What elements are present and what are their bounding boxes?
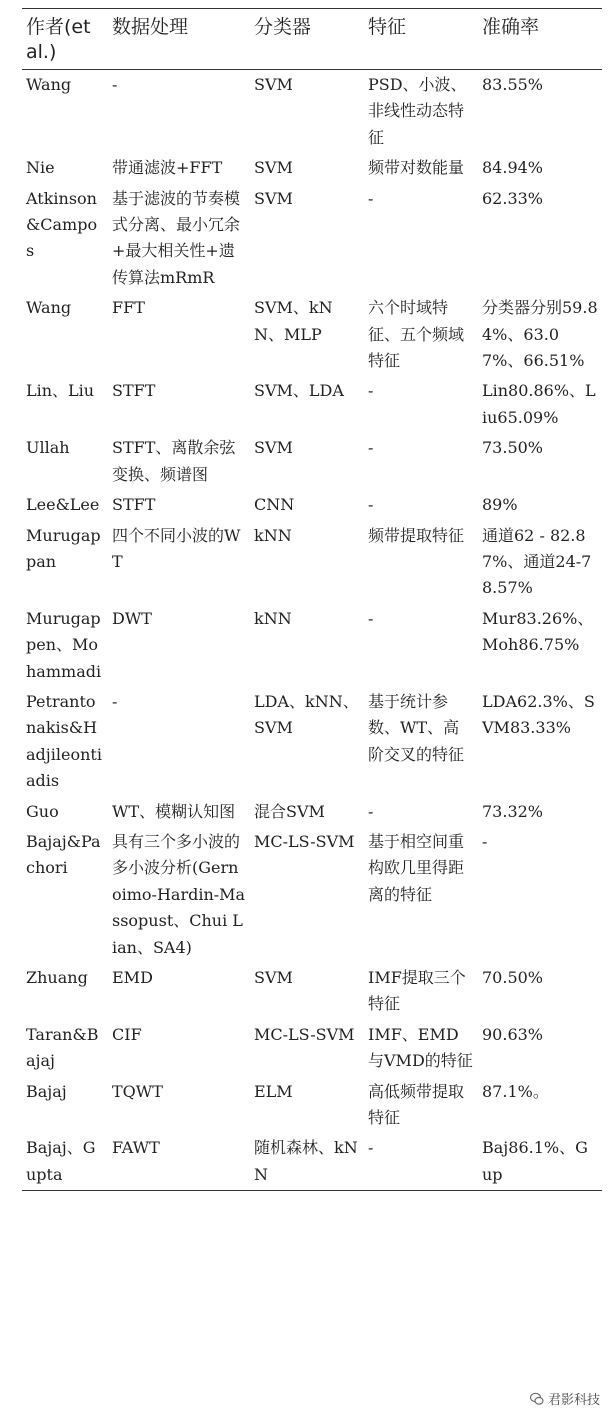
table-row [22,797,602,827]
cell-processing: - [112,691,118,711]
table-row [22,376,602,433]
table-row [22,490,602,520]
cell-author: Lee&Lee [26,495,100,515]
cell-accuracy: 84.94% [482,158,544,178]
watermark-text: 君影科技 [547,1393,600,1408]
header-author: 作者(et al.) [26,16,91,63]
cell-features: - [368,188,374,208]
cell-classifier: 随机森林、kNN [254,1138,358,1184]
cell-accuracy: 73.50% [482,438,544,458]
cell-processing: CIF [112,1024,142,1044]
cell-features: 频带提取特征 [368,525,465,545]
cell-processing: 基于滤波的节奏模式分离、最小冗余+最大相关性+遗传算法mRmR [112,188,241,287]
cell-author: Murugappen、Mohammadi [26,608,102,681]
cell-features: 基于相空间重构欧几里得距离的特征 [368,831,465,904]
cell-accuracy: 83.55% [482,75,544,94]
cell-classifier: SVM [254,75,293,94]
table-container [22,8,602,1191]
table-row [22,1077,602,1134]
header-features: 特征 [368,16,407,38]
cell-features: 六个时域特征、五个频域特征 [368,298,465,371]
cell-author: Bajaj、Gupta [26,1138,96,1184]
cell-classifier: MC-LS-SVM [254,1024,355,1044]
cell-classifier: SVM、kNN、MLP [254,298,333,344]
cell-processing: STFT [112,495,156,515]
cell-accuracy: - [482,831,488,851]
cell-processing: FAWT [112,1138,160,1158]
cell-accuracy: 73.32% [482,801,544,821]
cell-accuracy: 89% [482,495,518,515]
table-row [22,521,602,604]
cell-author: Bajaj&Pachori [26,831,101,878]
cell-features: - [368,495,374,515]
cell-features: PSD、小波、非线性动态特征 [368,75,467,147]
watermark [528,1389,602,1408]
cell-processing: STFT、离散余弦变换、频谱图 [112,438,236,484]
cell-author: Ullah [26,438,70,458]
table-row [22,70,602,154]
cell-classifier: SVM [254,158,293,178]
cell-features: 基于统计参数、WT、高阶交叉的特征 [368,691,465,764]
cell-author: Murugappan [26,525,101,571]
comparison-table [22,8,602,1191]
cell-classifier: kNN [254,525,292,545]
cell-processing: 带通滤波+FFT [112,158,223,178]
cell-classifier: CNN [254,495,295,515]
cell-classifier: SVM [254,968,293,987]
cell-processing: FFT [112,298,145,318]
cell-author: Atkinson&Campos [26,188,98,261]
cell-accuracy: LDA62.3%、SVM83.33% [482,691,595,738]
cell-accuracy: 87.1%。 [482,1081,549,1101]
cell-processing: 四个不同小波的WT [112,525,241,571]
header-accuracy: 准确率 [482,16,540,38]
table-row [22,963,602,1020]
cell-processing: DWT [112,608,152,628]
table-row [22,687,602,797]
cell-features: - [368,381,374,401]
wechat-icon [530,1392,544,1406]
cell-author: Bajaj [26,1081,67,1101]
table-row [22,1133,602,1190]
cell-author: Wang [26,75,72,94]
cell-features: 频带对数能量 [368,158,465,178]
cell-processing: WT、模糊认知图 [112,801,236,821]
table-row [22,827,602,963]
cell-accuracy: 通道62 - 82.87%、通道24-78.57% [482,525,592,598]
cell-classifier: MC-LS-SVM [254,831,355,851]
cell-classifier: SVM [254,188,293,208]
cell-classifier: 混合SVM [254,801,325,821]
cell-features: - [368,608,374,628]
cell-processing: 具有三个多小波的多小波分析(Gernoimo-Hardin-Massopust、Chui Lian、SA4) [112,831,246,957]
cell-author: Guo [26,801,59,821]
cell-processing: - [112,75,118,94]
cell-classifier: ELM [254,1081,293,1101]
cell-classifier: SVM [254,438,293,458]
table-row [22,184,602,294]
cell-author: Petrantonakis&Hadjileontiadis [26,691,102,791]
table-row [22,433,602,490]
table-body [22,70,602,1191]
cell-accuracy: Lin80.86%、Liu65.09% [482,381,596,427]
cell-author: Zhuang [26,968,88,987]
cell-processing: STFT [112,381,156,401]
table-row [22,1020,602,1077]
cell-accuracy: Mur83.26%、Moh86.75% [482,608,594,655]
header-classifier: 分类器 [254,16,312,38]
cell-classifier: LDA、kNN、SVM [254,691,359,738]
cell-classifier: SVM、LDA [254,381,344,401]
cell-features: - [368,1138,374,1158]
cell-features: 高低频带提取特征 [368,1081,465,1128]
header-processing: 数据处理 [112,16,189,38]
cell-features: IMF提取三个特征 [368,968,466,1014]
cell-author: Lin、Liu [26,381,95,401]
cell-accuracy: 分类器分别59.84%、63.07%、66.51% [482,298,598,371]
table-row [22,604,602,687]
cell-accuracy: 90.63% [482,1024,544,1044]
cell-features: - [368,438,374,458]
table-row [22,153,602,183]
cell-features: IMF、EMD与VMD的特征 [368,1024,473,1071]
table-row [22,293,602,376]
cell-features: - [368,801,374,821]
cell-author: Taran&Bajaj [26,1024,99,1071]
cell-accuracy: Baj86.1%、Gup [482,1138,588,1184]
table-header-row [22,9,602,70]
cell-accuracy: 70.50% [482,968,544,987]
cell-processing: EMD [112,968,153,987]
cell-processing: TQWT [112,1081,163,1101]
cell-accuracy: 62.33% [482,188,544,208]
cell-author: Wang [26,298,72,318]
cell-author: Nie [26,158,55,178]
cell-classifier: kNN [254,608,292,628]
